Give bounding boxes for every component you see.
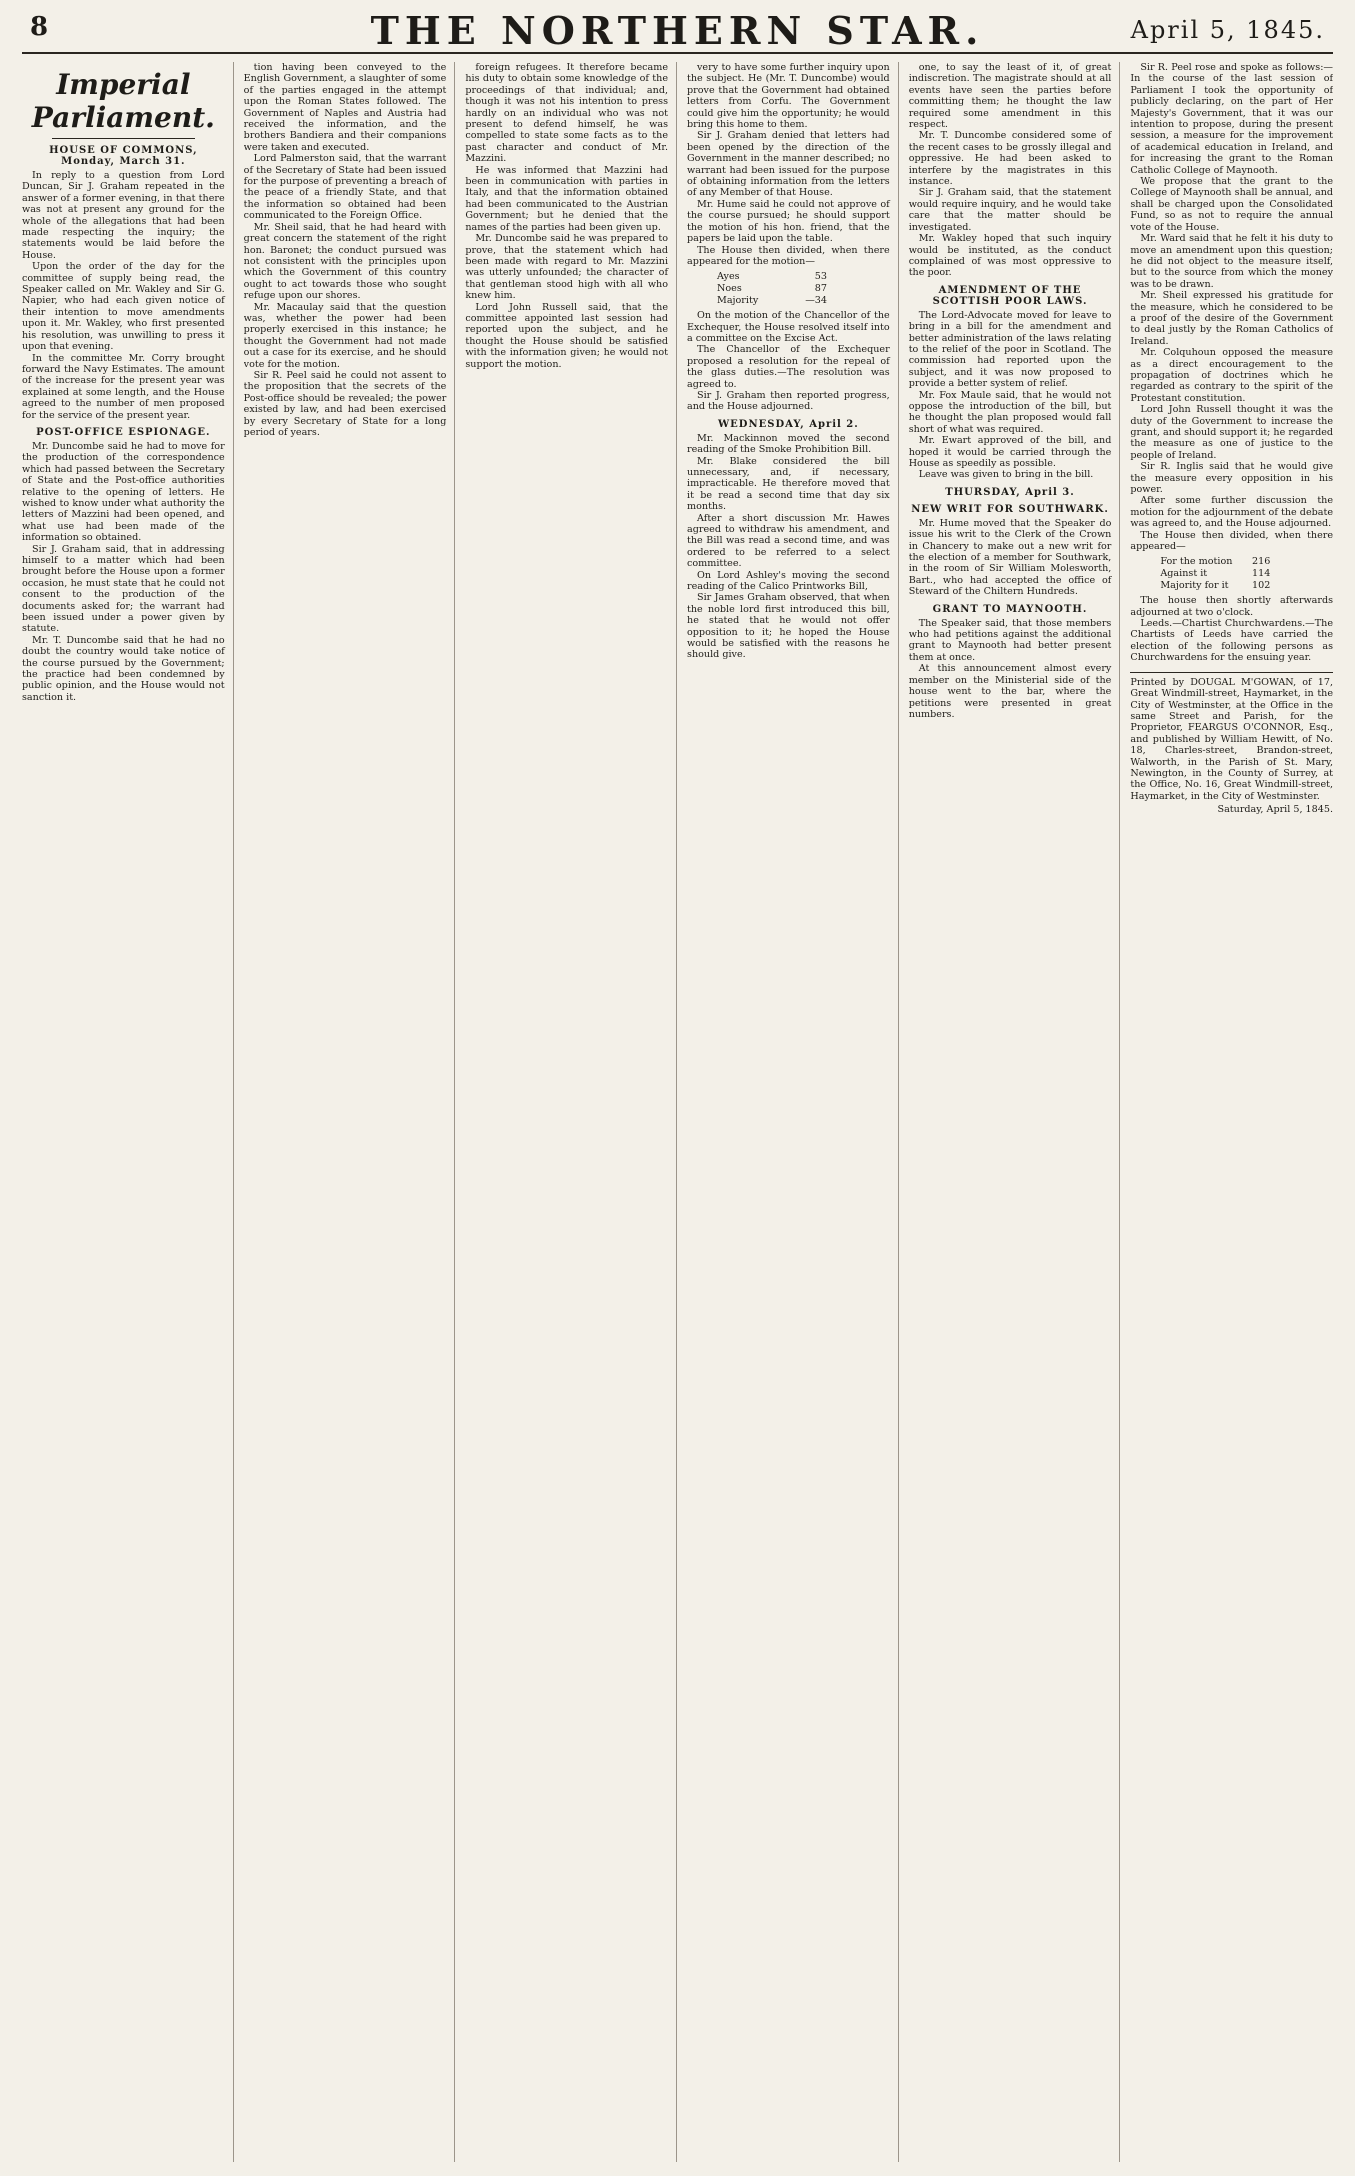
- paragraph: At this announcement almost every member on the Ministerial side of the house went to the bar, where the petitions were presented in great numbers.: [908, 663, 1112, 720]
- subheading: POST-OFFICE ESPIONAGE.: [36, 426, 211, 438]
- sitting-heading: HOUSE OF COMMONS, Monday, March 31.: [49, 145, 198, 167]
- paragraph: Mr. T. Duncombe considered some of the recent cases to be grossly illegal and oppressive. He had been asked to interfere by the magistrates in this instance.: [908, 130, 1112, 188]
- division-row: Noes 87: [717, 282, 828, 294]
- division-row: Majority for it 102: [1160, 579, 1271, 591]
- division-row: Ayes 53: [717, 271, 828, 283]
- paragraph: In the committee Mr. Corry brought forward the Navy Estimates. The amount of the increase for the present year was explained at some length, and the House agreed to the number of men proposed for the service of the present year.: [22, 352, 225, 421]
- paragraph: Sir J. Graham said, that the statement would require inquiry, and he would take care that the matter should be investigated.: [908, 187, 1112, 233]
- paragraph: Leave was given to bring in the bill.: [918, 469, 1094, 481]
- subheading: WEDNESDAY, April 2.: [717, 418, 859, 430]
- column-6: [1130, 62, 1333, 2162]
- column-1: [22, 62, 234, 2162]
- paragraph: Mr. Hume moved that the Speaker do issue his writ to the Clerk of the Crown in Chancery to make out a new writ for the election of a member for Southwark, in the room of Sir William Molesworth, Bart., who had accepted the office of Steward of the Chiltern Hundreds.: [908, 517, 1112, 598]
- division-row: For the motion 216: [1160, 556, 1271, 568]
- paragraph: Sir James Graham observed, that when the noble lord first introduced this bill, he stated that he would not offer opposition to it; he hoped the House would be satisfied with the reasons he should give.: [687, 592, 890, 661]
- paragraph: one, to say the least of it, of great indiscretion. The magistrate should at all events have seen the parties before committing them; he thought the law required some amendment in this respect.: [908, 62, 1112, 131]
- paragraph: After a short discussion Mr. Hawes agreed to withdraw his amendment, and the Bill was read a second time, and was ordered to be referred to a select committee.: [687, 512, 890, 570]
- paragraph: Mr. Sheil expressed his gratitude for the measure, which he considered to be a proof of the desire of the Government to deal justly by the Roman Catholics of Ireland.: [1130, 290, 1334, 347]
- paragraph: Sir R. Peel said he could not assent to the proposition that the secrets of the Post-office should be revealed; the power existed by law, and had been exercised by every Secretary of State for a long period of years.: [243, 369, 447, 438]
- paragraph: Mr. Macaulay said that the question was, whether the power had been properly exercised in this instance; he thought the Government had not made out a case for its exercise, and he should vote for the motion.: [243, 301, 447, 370]
- paragraph: very to have some further inquiry upon the subject. He (Mr. T. Duncombe) would prove that the Government had obtained letters from Corfu. The Government could give him the opportunity; he would bring this home to them.: [687, 62, 890, 131]
- issue-date: April 5, 1845.: [1130, 16, 1325, 44]
- paragraph: foreign refugees. It therefore became his duty to obtain some knowledge of the proceedings of that individual; and, though it was not his intention to press hardly on an individual who was not present to defend himself, he was compelled to state some facts as to the past character and conduct of Mr. Mazzini.: [465, 62, 669, 165]
- paragraph: Mr. Wakley hoped that such inquiry would be instituted, as the conduct complained of was most oppressive to the poor.: [908, 233, 1112, 279]
- paragraph: Mr. T. Duncombe said that he had no doubt the country would take notice of the course pursued by the Government; the practice had been condemned by public opinion, and the House would not sanction it.: [22, 634, 225, 703]
- paragraph: Mr. Duncombe said he was prepared to prove, that the statement which had been made with regard to Mr. Mazzini was utterly unfounded; the character of that gentleman stood high with all who knew him.: [465, 233, 669, 302]
- paragraph: In reply to a question from Lord Duncan, Sir J. Graham repeated in the answer of a former evening, in that there was not at present any ground for the whole of the allegations that had been made respecting the inquiry; the statements would be laid before the House.: [22, 170, 225, 261]
- paper-title: THE NORTHERN STAR.: [370, 8, 985, 53]
- paragraph: The Chancellor of the Exchequer proposed a resolution for the repeal of the glass duties.—The resolution was agreed to.: [687, 344, 890, 390]
- imprint-date: Saturday, April 5, 1845.: [1217, 804, 1334, 816]
- column-4: [687, 62, 899, 2162]
- division-heading: The House then divided, when there appeared for the motion—: [687, 244, 890, 267]
- subheading: GRANT TO MAYNOOTH.: [932, 603, 1088, 615]
- paragraph: Leeds.—Chartist Churchwardens.—The Chartists of Leeds have carried the election of the following persons as Churchwardens for the ensuing year.: [1130, 618, 1334, 664]
- paragraph: We propose that the grant to the College of Maynooth shall be annual, and shall be charged upon the Consolidated Fund, so as not to require the annual vote of the House.: [1130, 176, 1334, 233]
- paragraph: Sir R. Peel rose and spoke as follows:—In the course of the last session of Parliament I took the opportunity of publicly declaring, on the part of Her Majesty's Government, that it was our intention to propose, during the present session, a measure for the improvement of academical education in Ireland, and for increasing the grant to the Roman Catholic College of Maynooth.: [1130, 62, 1334, 176]
- paragraph: Mr. Mackinnon moved the second reading of the Smoke Prohibition Bill.: [687, 432, 890, 456]
- section-title: Imperial Parliament.: [31, 68, 215, 134]
- columns: [22, 62, 1333, 2162]
- paragraph: Sir J. Graham said, that in addressing himself to a matter which had been brought before the House upon a former occasion, he must state that he could not consent to the production of the documents asked for; the warrant had been issued under a power given by statute.: [22, 543, 225, 635]
- paragraph: Lord John Russell thought it was the duty of the Government to increase the grant, and should support it; he regarded the measure as one of justice to the people of Ireland.: [1130, 404, 1334, 461]
- paragraph: Mr. Sheil said, that he had heard with great concern the statement of the right hon. Baronet; the conduct pursued was not consistent with the principles upon which the Government of this country ought to act towards those who sought refuge upon our shores.: [243, 221, 447, 302]
- column-5: [909, 62, 1121, 2162]
- paragraph: On Lord Ashley's moving the second reading of the Calico Printworks Bill,: [687, 569, 890, 593]
- paragraph: After some further discussion the motion for the adjournment of the debate was agreed to, and the House adjourned.: [1130, 495, 1334, 530]
- paragraph: The house then shortly afterwards adjourned at two o'clock.: [1130, 595, 1334, 618]
- paragraph: tion having been conveyed to the English Government, a slaughter of some of the parties engaged in the attempt upon the Roman States followed. The Government of Naples and Austria had received the information, and the brothers Bandiera and their companions were taken and executed.: [243, 62, 447, 153]
- printer-imprint: Printed by DOUGAL M'GOWAN, of 17, Great Windmill-street, Haymarket, in the City of Westminster, at the Office in the same Street and Parish, for the Proprietor, FEARGUS O'CONNOR, Esq., and published by William Hewitt, of No. 18, Charles-street, Brandon-street, Walworth, in the Parish of St. Mary, Newington, in the County of Surrey, at the Office, No. 16, Great Windmill-street, Haymarket, in the City of Westminster.: [1130, 672, 1333, 802]
- paragraph: He was informed that Mazzini had been in communication with parties in Italy, and that the information obtained had been communicated to the Austrian Government; but he denied that the names of the parties had been given up.: [465, 164, 669, 233]
- division-table: [717, 271, 890, 306]
- paragraph: Upon the order of the day for the committee of supply being read, the Speaker called on Mr. Wakley and Sir G. Napier, who had each given notice of their intention to move amendments upon it. Mr. Wakley, who first presented his resolution, was unwilling to press it upon that evening.: [22, 261, 225, 353]
- paragraph: Sir J. Graham then reported progress, and the House adjourned.: [687, 389, 890, 413]
- divider: [52, 138, 195, 139]
- division-heading: The House then divided, when there appeared—: [1130, 529, 1334, 553]
- paragraph: Mr. Ward said that he felt it his duty to move an amendment upon this question; he did not object to the measure itself, but to the source from which the money was to be drawn.: [1130, 233, 1334, 290]
- paragraph: Lord John Russell said, that the committee appointed last session had reported upon the subject, and he thought the House should be satisfied with the information given; he would not support the motion.: [465, 301, 669, 370]
- paragraph: Mr. Colquhoun opposed the measure as a direct encouragement to the propagation of doctrines which he regarded as contrary to the spirit of the Protestant constitution.: [1130, 347, 1334, 404]
- paragraph: Mr. Blake considered the bill unnecessary, and, if necessary, impracticable. He therefore moved that it be read a second time that day six months.: [687, 455, 890, 513]
- subheading: NEW WRIT FOR SOUTHWARK.: [911, 503, 1109, 515]
- subheading: THURSDAY, April 3.: [945, 486, 1075, 498]
- paragraph: Mr. Duncombe said he had to move for the production of the correspondence which had passed between the Secretary of State and the Post-office authorities relative to the opening of letters. He wished to know under what authority the letters of Mazzini had been opened, and what use had been made of the information so obtained.: [22, 440, 225, 544]
- page-number: 8: [30, 12, 49, 42]
- paragraph: Sir R. Inglis said that he would give the measure every opposition in his power.: [1130, 461, 1334, 496]
- paragraph: Sir J. Graham denied that letters had been opened by the direction of the Government in the manner described; no warrant had been issued for the purpose of obtaining information from the letters of any Member of that House.: [687, 130, 890, 199]
- division-table: [1160, 556, 1333, 591]
- paragraph: Mr. Hume said he could not approve of the course pursued; he should support the motion of his hon. friend, that the papers be laid upon the table.: [687, 198, 890, 245]
- paragraph: On the motion of the Chancellor of the Exchequer, the House resolved itself into a committee on the Excise Act.: [687, 310, 890, 344]
- subheading: AMENDMENT OF THE SCOTTISH POOR LAWS.: [932, 284, 1088, 307]
- column-2: [244, 62, 456, 2162]
- division-row: Majority —34: [717, 294, 828, 306]
- column-3: [465, 62, 677, 2162]
- masthead: [22, 6, 1333, 54]
- division-row: Against it 114: [1160, 568, 1271, 580]
- paragraph: Mr. Ewart approved of the bill, and hoped it would be carried through the House as speedily as possible.: [908, 435, 1112, 469]
- paragraph: Mr. Fox Maule said, that he would not oppose the introduction of the bill, but he thought the plan proposed would fall short of what was required.: [908, 389, 1112, 435]
- paragraph: Lord Palmerston said, that the warrant of the Secretary of State had been issued for the purpose of preventing a breach of the peace of a friendly State, and that the information so obtained had been communicated to the Foreign Office.: [243, 153, 447, 222]
- paragraph: The Speaker said, that those members who had petitions against the additional grant to Maynooth had better present them at once.: [908, 617, 1112, 663]
- paragraph: The Lord-Advocate moved for leave to bring in a bill for the amendment and better administration of the laws relating to the relief of the poor in Scotland. The commission had reported upon the subject, and it was now proposed to provide a better system of relief.: [908, 309, 1112, 390]
